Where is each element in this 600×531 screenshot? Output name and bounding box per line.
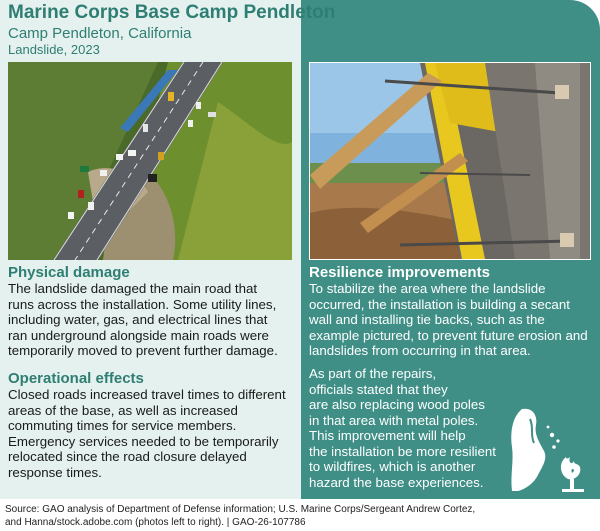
- text-line: Closed roads increased travel times to different: [8, 387, 286, 402]
- text-line: are also replacing wood poles: [309, 397, 485, 412]
- resilience-heading: Resilience improvements: [309, 264, 490, 281]
- text-line: areas of the base, as well as increased: [8, 402, 238, 418]
- text-line: response times.: [8, 464, 102, 480]
- text-line: Emergency services needed to be temporarily: [8, 433, 279, 449]
- aerial-road-photo: [8, 62, 292, 260]
- page-title: Marine Corps Base Camp Pendleton: [8, 2, 336, 23]
- text-line: landslides from occurring in that area.: [309, 343, 531, 358]
- text-line: hazard the base experiences.: [309, 474, 484, 490]
- physical-damage-text: [8, 281, 278, 359]
- text-line: to wildfires, which is another: [309, 459, 476, 474]
- resilience-text-2: [309, 366, 496, 490]
- operational-effects-heading: Operational effects: [8, 370, 144, 387]
- resilience-text: [309, 281, 588, 359]
- text-line: example pictured, to prevent future erosion and: [309, 327, 588, 343]
- source-line: Source: GAO analysis of Department of Defense information; U.S. Marine Corps/Sergeant Andrew Cortez,: [5, 504, 476, 515]
- text-line: in that area with metal poles.: [309, 412, 479, 428]
- text-line: wall and installing tie backs, such as the: [309, 312, 545, 327]
- text-line: including water, gas, and electrical lines that: [8, 312, 268, 327]
- text-line: officials stated that they: [309, 381, 448, 397]
- text-line: relocated since the road closure delayed: [8, 449, 247, 464]
- physical-damage-heading: Physical damage: [8, 264, 130, 281]
- source-line: and Hanna/stock.adobe.com (photos left to right). | GAO-26-107786: [5, 517, 306, 528]
- text-line: To stabilize the area where the landslide: [309, 281, 546, 296]
- text-line: ran underground alongside main roads were: [8, 327, 269, 343]
- text-line: commuting times for service members.: [8, 418, 237, 433]
- source-note: [5, 503, 475, 529]
- text-line: This improvement will help: [309, 428, 466, 443]
- text-line: temporarily moved to prevent further damage.: [8, 343, 278, 358]
- text-line: the installation be more resilient: [309, 443, 496, 459]
- event-label: Landslide, 2023: [8, 42, 100, 57]
- secant-wall-photo: [309, 62, 591, 260]
- landslide-fire-icon: [508, 405, 590, 493]
- text-line: runs across the installation. Some utility lines,: [8, 296, 277, 312]
- text-line: occurred, the installation is building a secant: [309, 296, 570, 312]
- location-subtitle: Camp Pendleton, California: [8, 25, 192, 42]
- text-line: As part of the repairs,: [309, 366, 437, 381]
- operational-effects-text: [8, 387, 286, 480]
- text-line: The landslide damaged the main road that: [8, 281, 258, 296]
